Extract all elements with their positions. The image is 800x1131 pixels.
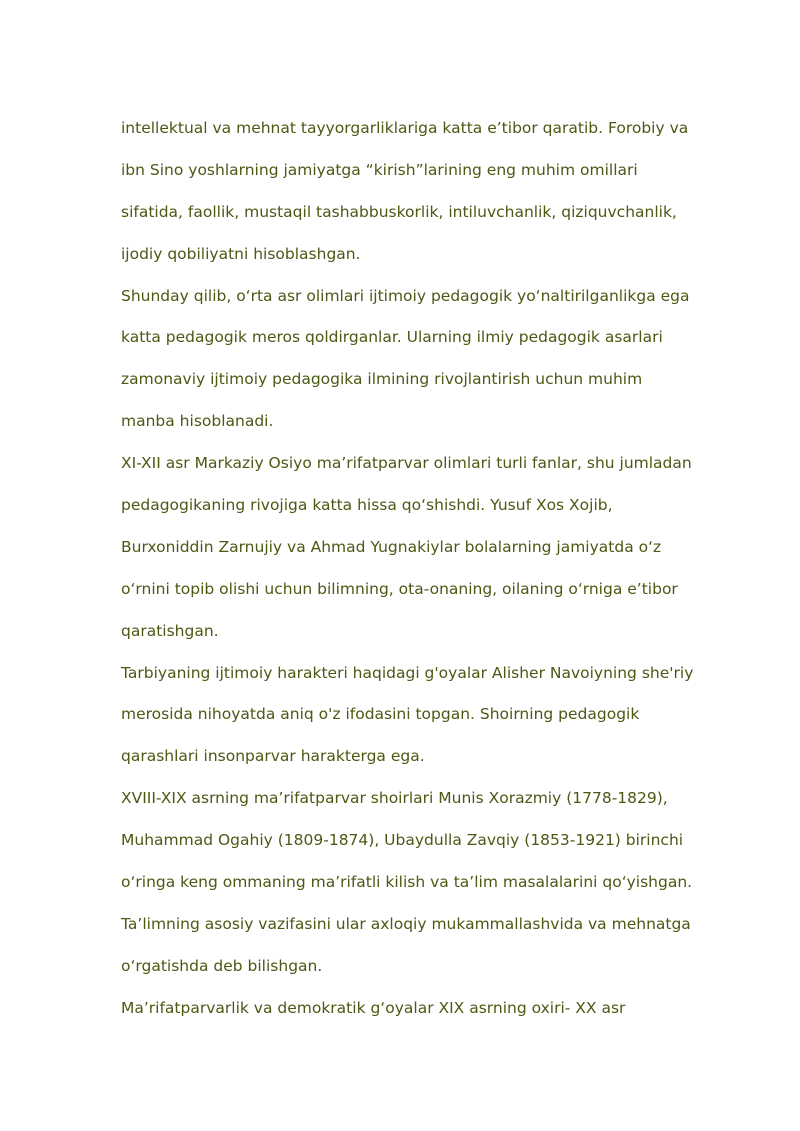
text-line: qarashlari insonparvar harakterga ega. bbox=[121, 747, 425, 766]
text-line: merosida nihoyatda aniq o'z ifodasini topgan. Shoirning pedagogik bbox=[121, 705, 640, 724]
text-line: o‘rgatishda deb bilishgan. bbox=[121, 956, 323, 975]
text-line: Muhammad Ogahiy (1809-1874), Ubaydulla Zavqiy (1853-1921) birinchi bbox=[121, 831, 684, 850]
text-line: Shunday qilib, o‘rta asr olimlari ijtimoiy pedagogik yo‘naltirilganlikga ega bbox=[121, 286, 690, 305]
text-line: sifatida, faollik, mustaqil tashabbuskorlik, intiluvchanlik, qiziquvchanlik, bbox=[121, 202, 677, 221]
text-line: ijodiy qobiliyatni hisoblashgan. bbox=[121, 244, 361, 263]
text-line: XVIII-XIX asrning ma’rifatparvar shoirlari Munis Xorazmiy (1778-1829), bbox=[121, 789, 668, 808]
text-line: zamonaviy ijtimoiy pedagogika ilmining rivojlantirish uchun muhim bbox=[121, 370, 643, 389]
text-line: katta pedagogik meros qoldirganlar. Ularning ilmiy pedagogik asarlari bbox=[121, 328, 663, 347]
text-line: ibn Sino yoshlarning jamiyatga “kirish”larining eng muhim omillari bbox=[121, 160, 638, 179]
text-line: XI-XII asr Markaziy Osiyo ma’rifatparvar olimlari turli fanlar, shu jumladan bbox=[121, 454, 692, 473]
text-line: Ma’rifatparvarlik va demokratik g‘oyalar XIX asrning oxiri- XX asr bbox=[121, 998, 626, 1017]
body-text bbox=[121, 108, 721, 1030]
text-line: Ta’limning asosiy vazifasini ular axloqiy mukammallashvida va mehnatga bbox=[121, 914, 691, 933]
text-line: Tarbiyaning ijtimoiy harakteri haqidagi g'oyalar Alisher Navoiyning she'riy bbox=[121, 663, 694, 682]
text-line: manba hisoblanadi. bbox=[121, 412, 274, 431]
text-line: qaratishgan. bbox=[121, 621, 219, 640]
text-line: o‘rnini topib olishi uchun bilimning, ota-onaning, oilaning o‘rniga e’tibor bbox=[121, 579, 678, 598]
text-line: o‘ringa keng ommaning ma’rifatli kilish va ta’lim masalalarini qo‘yishgan. bbox=[121, 873, 693, 892]
text-line: pedagogikaning rivojiga katta hissa qo‘shishdi. Yusuf Xos Xojib, bbox=[121, 496, 613, 515]
text-line: intellektual va mehnat tayyorgarliklariga katta e’tibor qaratib. Forobiy va bbox=[121, 119, 689, 137]
text-line: Burxoniddin Zarnujiy va Ahmad Yugnakiylar bolalarning jamiyatda o‘z bbox=[121, 537, 662, 556]
